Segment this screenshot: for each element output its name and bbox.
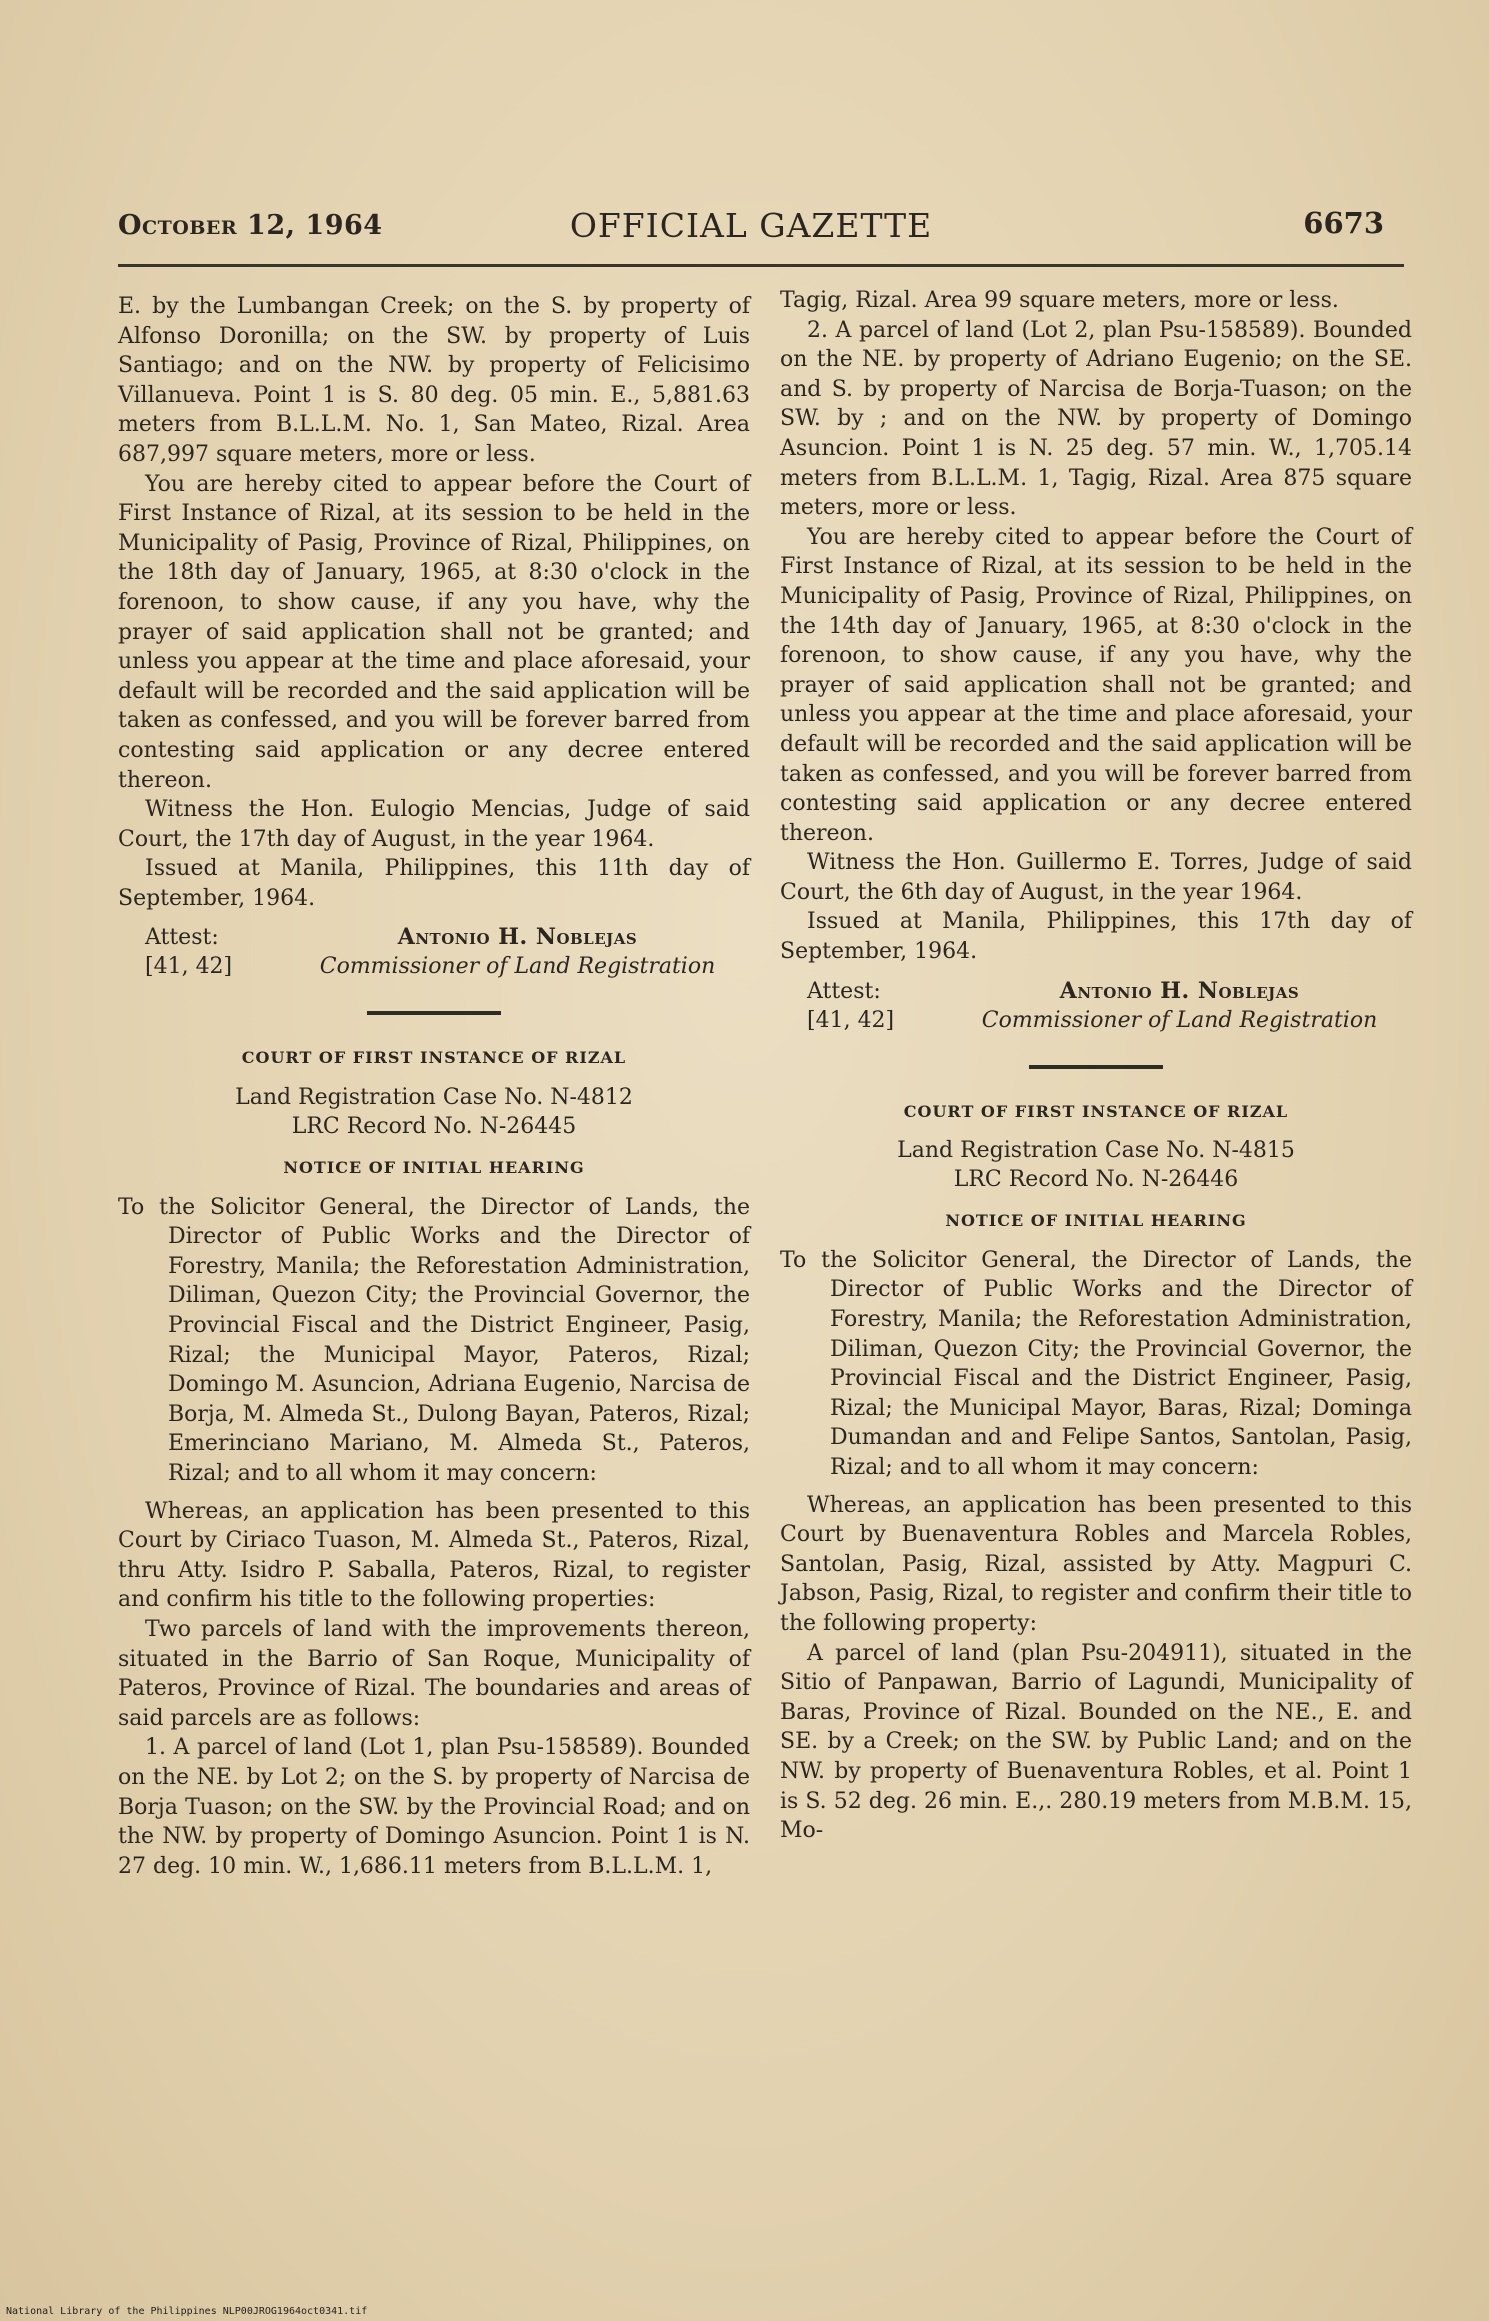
signatory-name: Antonio H. Noblejas — [1059, 977, 1300, 1004]
citation-paragraph: You are hereby cited to appear before the Court of First Instance of Rizal, at its session to be held in the Municipality of Pasig, Province of Rizal, Philippines, on the 14th day of January, 1965, at 8:30 o'clock in the forenoon, to show cause, if any you have, why the prayer of said application shall not be granted; and unless you appear at the time and place aforesaid, your default will be recorded and the said application will be taken as confessed, and you will be forever barred from contesting said application or any decree entered thereon. — [780, 524, 1412, 846]
addressee-paragraph: To the Solicitor General, the Director of Lands, the Director of Public Works and the Director of Forestry, Manila; the Reforestation Administration, Diliman, Quezon City; the Provincial Governor, the Provincial Fiscal and the District Engineer, Pasig, Rizal; the Municipal Mayor, Pateros, Rizal; Domingo M. Asuncion, Adriana Eugenio, Narcisa de Borja, M. Almeda St., Dulong Bayan, Pateros, Rizal; Emerinciano Mariano, M. Almeda St., Pateros, Rizal; and to all whom it may concern: — [118, 1194, 750, 1486]
attest-label: Attest: — [807, 978, 881, 1004]
section-divider — [1029, 1065, 1163, 1069]
signatory-title: Commissioner of Land Registration — [981, 1007, 1378, 1033]
notice-heading: NOTICE OF INITIAL HEARING — [283, 1158, 585, 1178]
lot-1-paragraph: 1. A parcel of land (Lot 1, plan Psu-158589). Bounded on the NE. by Lot 2; on the S. by property of Narcisa de Borja Tuason; on the SW. by the Provincial Road; and on the NW. by property of Domingo Asuncion. Point 1 is N. 27 deg. 10 min. W., 1,686.11 meters from B.L.L.M. 1, — [118, 1735, 750, 1879]
parcel-paragraph: A parcel of land (plan Psu-204911), situated in the Sitio of Panpawan, Barrio of Lagundi, Municipality of Baras, Province of Rizal. Bounded on the NE., E. and SE. by a Creek; on the SW. by Public Land; and on the NW. by property of Buenaventura Robles, et al. Point 1 is S. 52 deg. 26 min. E.,. 280.19 meters from M.B.M. 15, Mo- — [780, 1640, 1412, 1844]
left-column — [118, 292, 750, 1881]
signatory-name: Antonio H. Noblejas — [397, 924, 638, 951]
header-date: October 12, 1964 — [118, 210, 383, 241]
whereas-paragraph: Whereas, an application has been presented to this Court by Buenaventura Robles and Marcela Robles, Santolan, Pasig, Rizal, assisted by Atty. Magpuri C. Jabson, Pasig, Rizal, to register and confirm their title to the following property: — [780, 1492, 1412, 1636]
header-publication: OFFICIAL GAZETTE — [569, 206, 933, 245]
attest-block — [145, 923, 750, 981]
section-divider — [367, 1011, 501, 1015]
witness-paragraph: Witness the Hon. Guillermo E. Torres, Judge of said Court, the 6th day of August, in the year 1964. — [780, 850, 1412, 905]
lrc-record: LRC Record No. N-26446 — [953, 1167, 1239, 1193]
header-page-number: 6673 — [1303, 206, 1384, 240]
lot-2-paragraph: 2. A parcel of land (Lot 2, plan Psu-158589). Bounded on the NE. by property of Adriano Eugenio; on the SE. and S. by property of Narcisa de Borja-Tuason; on the SW. by ; and on the NW. by property of Domingo Asuncion. Point 1 is N. 25 deg. 57 min. W., 1,705.14 meters from B.L.L.M. 1, Tagig, Rizal. Area 875 square meters, more or less. — [780, 317, 1412, 521]
case-number: Land Registration Case No. N-4812 — [235, 1085, 633, 1111]
scan-footer: National Library of the Philippines NLP00JROG1964oct0341.tif — [6, 2306, 368, 2317]
attest-block — [807, 977, 1412, 1035]
parcels-paragraph: Two parcels of land with the improvements thereon, situated in the Barrio of San Roque, Municipality of Pateros, Province of Rizal. The boundaries and areas of said parcels are as follows: — [118, 1616, 750, 1731]
court-heading: COURT OF FIRST INSTANCE OF RIZAL — [241, 1048, 627, 1068]
attest-label: Attest: — [145, 925, 219, 951]
signatory-title: Commissioner of Land Registration — [319, 954, 716, 980]
issued-paragraph: Issued at Manila, Philippines, this 11th day of September, 1964. — [118, 856, 750, 911]
attest-reference: [41, 42] — [145, 954, 233, 980]
issued-paragraph: Issued at Manila, Philippines, this 17th day of September, 1964. — [780, 909, 1412, 965]
right-column — [780, 286, 1412, 1846]
whereas-paragraph: Whereas, an application has been presented to this Court by Ciriaco Tuason, M. Almeda St., Pateros, Rizal, thru Atty. Isidro P. Saballa, Pateros, Rizal, to register and confirm his title to the following properties: — [118, 1498, 750, 1613]
attest-reference: [41, 42] — [807, 1007, 895, 1033]
citation-paragraph: You are hereby cited to appear before the Court of First Instance of Rizal, at its session to be held in the Municipality of Pasig, Province of Rizal, Philippines, on the 18th day of January, 1965, at 8:30 o'clock in the forenoon, to show cause, if any you have, why the prayer of said application shall not be granted; and unless you appear at the time and place aforesaid, your default will be recorded and the said application will be taken as confessed, and you will be forever barred from contesting said application or any decree entered thereon. — [118, 471, 750, 793]
page-header — [118, 206, 1384, 256]
case-number: Land Registration Case No. N-4815 — [897, 1138, 1295, 1164]
case-info — [780, 1136, 1412, 1194]
notice-heading: NOTICE OF INITIAL HEARING — [945, 1211, 1247, 1231]
continued-paragraph: Tagig, Rizal. Area 99 square meters, more or less. — [780, 288, 1339, 313]
court-heading: COURT OF FIRST INSTANCE OF RIZAL — [903, 1101, 1289, 1121]
witness-paragraph: Witness the Hon. Eulogio Mencias, Judge of said Court, the 17th day of August, in the year 1964. — [118, 797, 750, 852]
continued-paragraph: E. by the Lumbangan Creek; on the S. by property of Alfonso Doronilla; on the SW. by property of Luis Santiago; and on the NW. by property of Felicisimo Villanueva. Point 1 is S. 80 deg. 05 min. E., 5,881.63 meters from B.L.L.M. No. 1, San Mateo, Rizal. Area 687,997 square meters, more or less. — [118, 294, 750, 467]
case-info — [118, 1083, 750, 1141]
addressee-paragraph: To the Solicitor General, the Director of Lands, the Director of Public Works and the Director of Forestry, Manila; the Reforestation Administration, Diliman, Quezon City; the Provincial Governor, the Provincial Fiscal and the District Engineer, Pasig, Rizal; the Municipal Mayor, Baras, Rizal; Dominga Dumandan and and Felipe Santos, Santolan, Pasig, Rizal; and to all whom it may concern: — [780, 1247, 1412, 1480]
header-rule — [118, 264, 1404, 267]
lrc-record: LRC Record No. N-26445 — [291, 1114, 577, 1140]
